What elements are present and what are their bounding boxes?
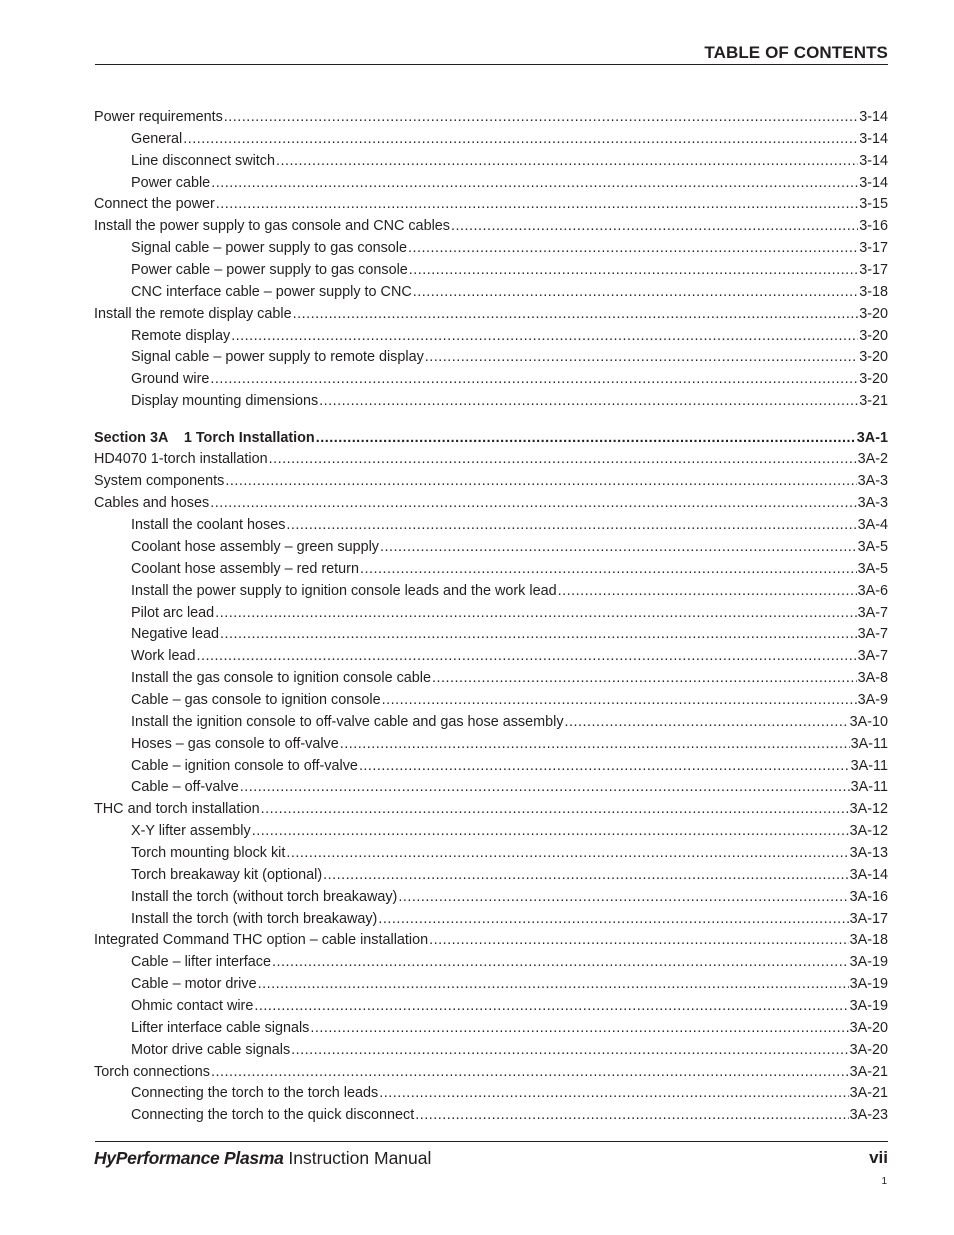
toc-entry-page: 3A-16 [849, 888, 888, 905]
toc-dot-leader [382, 690, 857, 712]
toc-dot-leader [211, 173, 858, 195]
toc-entry-page: 3A-3 [857, 473, 888, 490]
toc-entry [94, 238, 888, 260]
toc-entry-page: 3-17 [859, 240, 888, 257]
toc-entry-page: 3A-12 [849, 801, 888, 818]
page-header-title: TABLE OF CONTENTS [704, 43, 888, 62]
toc-entry-title: Integrated Command THC option – cable installation [94, 932, 429, 949]
toc-entry-title: Section 3A 1 Torch Installation [94, 429, 315, 446]
toc-entry-page: 3A-23 [849, 1107, 888, 1124]
toc-entry [94, 821, 888, 843]
toc-dot-leader [319, 391, 858, 413]
toc-dot-leader [225, 471, 856, 493]
toc-entry-title: Torch connections [94, 1063, 210, 1080]
toc-entry-title: Install the torch (with torch breakaway) [131, 910, 378, 927]
toc-dot-leader [429, 930, 848, 952]
toc-entry [94, 996, 888, 1018]
toc-entry [94, 173, 888, 195]
toc-entry-title: Motor drive cable signals [131, 1041, 291, 1058]
toc-entry [94, 559, 888, 581]
toc-entry-page: 3A-21 [849, 1085, 888, 1102]
toc-entry [94, 260, 888, 282]
toc-entry-title: Connecting the torch to the torch leads [131, 1085, 379, 1102]
toc-entry-page: 3A-6 [857, 582, 888, 599]
toc-dot-leader [425, 347, 858, 369]
toc-entry-page: 3A-20 [849, 1041, 888, 1058]
toc-entry-page: 3A-7 [857, 604, 888, 621]
toc-entry-page: 3A-5 [857, 560, 888, 577]
toc-entry-page: 3A-17 [849, 910, 888, 927]
toc-dot-leader [378, 909, 848, 931]
toc-dot-leader [211, 1062, 849, 1084]
toc-entry-title: Install the gas console to ignition console cable [131, 670, 431, 687]
toc-dot-leader [398, 887, 848, 909]
toc-entry [94, 515, 888, 537]
toc-entry [94, 537, 888, 559]
toc-entry-title: Install the torch (without torch breakaway) [131, 888, 398, 905]
toc-entry-page: 3A-7 [857, 626, 888, 643]
toc-entry [94, 930, 888, 952]
toc-dot-leader [220, 624, 857, 646]
toc-entry-page: 3A-10 [849, 713, 888, 730]
toc-dot-leader [291, 1040, 848, 1062]
toc-entry [94, 391, 888, 413]
toc-dot-leader [231, 326, 858, 348]
toc-entry-page: 3A-2 [857, 451, 888, 468]
toc-entry-title: Ohmic contact wire [131, 997, 254, 1014]
toc-entry-title: General [131, 130, 183, 147]
toc-entry-title: Cable – ignition console to off-valve [131, 757, 358, 774]
toc-entry [94, 1083, 888, 1105]
toc-entry [94, 624, 888, 646]
toc-entry-title: Power cable – power supply to gas console [131, 262, 408, 279]
toc-dot-leader [286, 843, 848, 865]
toc-entry-page: 3A-11 [850, 735, 888, 752]
toc-entry-title: Cable – off-valve [131, 779, 239, 796]
toc-entry [94, 952, 888, 974]
toc-entry-title: Negative lead [131, 626, 220, 643]
toc-entry-title: THC and torch installation [94, 801, 260, 818]
toc-entry-page: 3-14 [859, 109, 888, 125]
toc-dot-leader [359, 756, 850, 778]
toc-entry [94, 603, 888, 625]
toc-entry-title: Torch mounting block kit [131, 844, 286, 861]
toc-entry-page: 3A-11 [850, 779, 888, 796]
toc-entry-page: 3-20 [859, 305, 888, 322]
toc-entry [94, 843, 888, 865]
toc-entry [94, 216, 888, 238]
toc-dot-leader [360, 559, 857, 581]
toc-entry [94, 712, 888, 734]
toc-entry-title: Remote display [131, 327, 231, 344]
toc-dot-leader [210, 369, 858, 391]
toc-entry-title: Install the coolant hoses [131, 517, 286, 534]
toc-entry [94, 887, 888, 909]
toc-dot-leader [224, 107, 858, 129]
toc-dot-leader [432, 668, 857, 690]
toc-dot-leader [340, 734, 850, 756]
toc-entry-page: 3-20 [859, 349, 888, 366]
toc-entry-title: Install the power supply to gas console and CNC cables [94, 218, 450, 235]
toc-entry-title: Signal cable – power supply to remote display [131, 349, 424, 366]
toc-entry-page: 3-20 [859, 371, 888, 388]
toc-entry [94, 865, 888, 887]
table-of-contents [94, 107, 888, 1127]
toc-dot-leader [310, 1018, 848, 1040]
toc-entry-title: CNC interface cable – power supply to CNC [131, 283, 412, 300]
toc-entry [94, 107, 888, 129]
toc-entry-title: Cables and hoses [94, 495, 210, 512]
footer-doc-type: Instruction Manual [288, 1148, 432, 1168]
toc-entry-title: Power requirements [94, 109, 223, 125]
toc-entry-page: 3A-11 [850, 757, 888, 774]
toc-entry [94, 471, 888, 493]
toc-entry [94, 1062, 888, 1084]
toc-entry-title: Signal cable – power supply to gas console [131, 240, 407, 257]
footer-page-number: vii [869, 1148, 888, 1167]
toc-entry [94, 326, 888, 348]
toc-dot-leader [197, 646, 857, 668]
toc-entry-title: Install the ignition console to off-valve cable and gas hose assembly [131, 713, 564, 730]
toc-entry [94, 668, 888, 690]
toc-dot-leader [415, 1105, 848, 1127]
toc-dot-leader [261, 799, 849, 821]
toc-entry-page: 3-21 [859, 393, 888, 410]
toc-entry [94, 974, 888, 996]
toc-entry-title: Install the remote display cable [94, 305, 292, 322]
toc-dot-leader [269, 449, 857, 471]
toc-dot-leader [380, 537, 857, 559]
toc-entry [94, 194, 888, 216]
toc-entry [94, 304, 888, 326]
toc-entry-title: Hoses – gas console to off-valve [131, 735, 339, 752]
toc-entry-page: 3-18 [859, 283, 888, 300]
toc-entry [94, 151, 888, 173]
toc-entry-title: Coolant hose assembly – red return [131, 560, 359, 577]
toc-entry-page: 3A-4 [857, 517, 888, 534]
toc-entry [94, 646, 888, 668]
toc-entry-title: Work lead [131, 648, 196, 665]
toc-dot-leader [254, 996, 848, 1018]
toc-entry-title: Pilot arc lead [131, 604, 215, 621]
toc-dot-leader [252, 821, 849, 843]
toc-dot-leader [216, 194, 858, 216]
footer-divider [95, 1141, 888, 1142]
toc-entry-title: Cable – gas console to ignition console [131, 691, 381, 708]
toc-dot-leader [413, 282, 858, 304]
toc-entry-page: 3A-21 [849, 1063, 888, 1080]
toc-entry-page: 3-14 [859, 174, 888, 191]
page-index: 1 [881, 1176, 887, 1187]
toc-entry [94, 369, 888, 391]
toc-entry [94, 449, 888, 471]
toc-dot-leader [323, 865, 848, 887]
toc-entry-page: 3A-7 [857, 648, 888, 665]
toc-dot-leader [240, 777, 850, 799]
toc-entry-page: 3A-12 [849, 823, 888, 840]
toc-dot-leader [379, 1083, 848, 1105]
footer-brand: HyPerformance Plasma [94, 1148, 284, 1168]
toc-dot-leader [183, 129, 858, 151]
toc-dot-leader [286, 515, 856, 537]
toc-dot-leader [408, 238, 858, 260]
toc-entry-page: 3A-19 [849, 954, 888, 971]
toc-entry [94, 493, 888, 515]
toc-entry [94, 799, 888, 821]
toc-entry [94, 909, 888, 931]
footer-manual-title [94, 1148, 431, 1169]
toc-dot-leader [409, 260, 858, 282]
toc-entry-page: 3-17 [859, 262, 888, 279]
toc-dot-leader [558, 581, 857, 603]
toc-entry-title: Install the power supply to ignition console leads and the work lead [131, 582, 557, 599]
toc-dot-leader [565, 712, 849, 734]
toc-entry-page: 3A-14 [849, 866, 888, 883]
header-divider [95, 64, 888, 65]
toc-entry-page: 3A-8 [857, 670, 888, 687]
toc-entry-page: 3A-18 [849, 932, 888, 949]
toc-entry-page: 3A-5 [857, 538, 888, 555]
toc-dot-leader [258, 974, 849, 996]
toc-entry [94, 1040, 888, 1062]
toc-entry-page: 3-14 [859, 152, 888, 169]
toc-entry-title: System components [94, 473, 225, 490]
toc-entry-page: 3A-19 [849, 997, 888, 1014]
toc-entry-title: Torch breakaway kit (optional) [131, 866, 323, 883]
toc-entry-page: 3A-9 [857, 691, 888, 708]
toc-entry-title: Cable – motor drive [131, 976, 257, 993]
toc-entry-title: Connecting the torch to the quick disconnect [131, 1107, 415, 1124]
toc-entry [94, 347, 888, 369]
toc-entry [94, 1105, 888, 1127]
toc-entry-title: Power cable [131, 174, 211, 191]
toc-entry-page: 3-15 [859, 196, 888, 213]
toc-entry-page: 3-16 [859, 218, 888, 235]
toc-entry-page: 3-14 [859, 130, 888, 147]
toc-entry-title: Connect the power [94, 196, 215, 213]
toc-entry-title: Display mounting dimensions [131, 393, 319, 410]
toc-dot-leader [451, 216, 858, 238]
toc-entry-page: 3A-3 [857, 495, 888, 512]
toc-entry-title: Ground wire [131, 371, 210, 388]
toc-entry-title: Coolant hose assembly – green supply [131, 538, 379, 555]
toc-entry-title: Cable – lifter interface [131, 954, 271, 971]
toc-entry-title: HD4070 1-torch installation [94, 451, 268, 468]
toc-entry-page: 3-20 [859, 327, 888, 344]
toc-entry-page: 3A-1 [856, 429, 888, 446]
toc-entry-page: 3A-19 [849, 976, 888, 993]
toc-entry-title: Line disconnect switch [131, 152, 275, 169]
toc-entry-title: X-Y lifter assembly [131, 823, 251, 840]
toc-dot-leader [272, 952, 849, 974]
toc-entry [94, 282, 888, 304]
toc-entry [94, 129, 888, 151]
toc-dot-leader [316, 428, 856, 450]
toc-entry-page: 3A-13 [849, 844, 888, 861]
toc-dot-leader [215, 603, 856, 625]
toc-section-heading [94, 428, 888, 450]
toc-dot-leader [210, 493, 856, 515]
toc-dot-leader [276, 151, 858, 173]
toc-entry [94, 690, 888, 712]
toc-entry [94, 734, 888, 756]
toc-entry [94, 777, 888, 799]
toc-entry [94, 581, 888, 603]
toc-dot-leader [293, 304, 859, 326]
toc-entry-page: 3A-20 [849, 1019, 888, 1036]
toc-entry [94, 756, 888, 778]
toc-entry [94, 1018, 888, 1040]
toc-entry-title: Lifter interface cable signals [131, 1019, 310, 1036]
